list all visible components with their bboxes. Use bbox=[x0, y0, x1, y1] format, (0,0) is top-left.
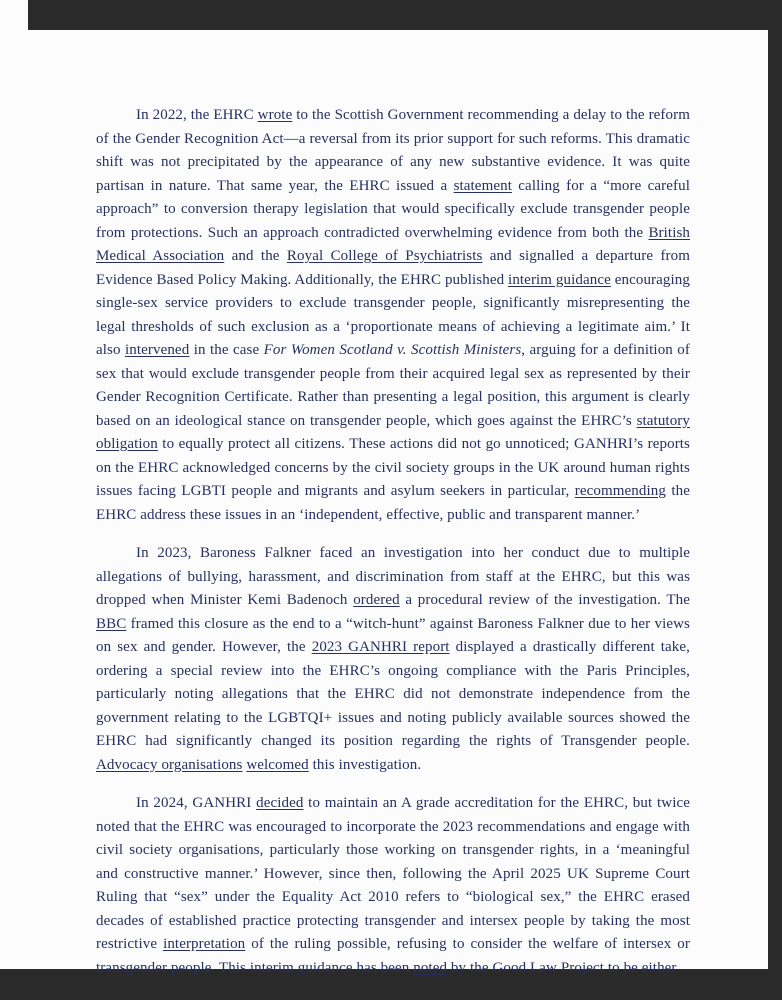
document-body bbox=[96, 104, 690, 980]
scan-corner-notch bbox=[0, 0, 28, 30]
hyperlink[interactable]: interim guidance bbox=[508, 271, 611, 288]
text-run: In 2023, Baroness Falkner faced an investigation into her conduct due to multiple allegations of bullying, harassment, and discrimination from staff at the EHRC, but this was dropped when Minister Kemi Badenoch bbox=[96, 545, 690, 608]
text-run: the EHRC address these issues in an ‘independent, effective, public and transparent manner.’ bbox=[96, 483, 690, 523]
text-run: of the ruling possible, refusing to consider the welfare of intersex or transgender people. This interim guidance has been bbox=[96, 936, 691, 976]
text-run: to maintain an A grade accreditation for the EHRC, but twice noted that the EHRC was encouraged to incorporate the 2023 recommendations and engage with civil society organisations, particularly those working on transgender rights, in a ‘meaningful and constructive manner.’ However, since then, following the April 2025 UK Supreme Court Ruling that “sex” under the Equality Act 2010 refers to “biological sex,” the EHRC erased decades of established practice protecting transgender and intersex people by taking the most restrictive bbox=[96, 795, 690, 952]
hyperlink[interactable]: welcomed bbox=[246, 756, 309, 773]
hyperlink[interactable]: recommending bbox=[574, 483, 666, 499]
hyperlink[interactable]: statement bbox=[453, 177, 512, 194]
hyperlink[interactable]: British Medical Association bbox=[96, 224, 690, 264]
paragraph bbox=[96, 104, 690, 527]
text-run: In 2024, GANHRI bbox=[136, 795, 257, 811]
text-run: and the bbox=[224, 248, 287, 264]
text-run: and signalled a departure from Evidence Based Policy Making. Additionally, the EHRC published bbox=[96, 248, 691, 288]
paragraph bbox=[96, 792, 690, 980]
text-run: In 2022, the EHRC bbox=[136, 107, 258, 123]
hyperlink[interactable]: statutory obligation bbox=[96, 412, 690, 452]
hyperlink[interactable]: noted bbox=[413, 959, 448, 976]
text-run: this investigation. bbox=[308, 756, 422, 773]
hyperlink[interactable]: interpretation bbox=[163, 936, 246, 952]
case-citation: For Women Scotland v. Scottish Ministers bbox=[263, 342, 522, 358]
text-run: in the case bbox=[189, 342, 264, 358]
hyperlink[interactable]: wrote bbox=[257, 107, 293, 123]
text-run: to the Scottish Government recommending a delay to the reform of the Gender Recognition Act—a reversal from its prior support for such reforms. This dramatic shift was not precipitated by the appearance of any new substantive evidence. It was quite partisan in nature. That same year, the EHRC issued a bbox=[96, 107, 690, 194]
text-run: by the Good Law Project to be either bbox=[447, 959, 677, 976]
document-page bbox=[0, 30, 768, 976]
hyperlink[interactable]: Royal College of Psychiatrists bbox=[286, 248, 483, 264]
hyperlink[interactable]: 2023 GANHRI report bbox=[311, 639, 450, 655]
text-run: a procedural review of the investigation. The bbox=[399, 592, 690, 608]
text-run: displayed a drastically different take, ordering a special review into the EHRC’s ongoing compliance with the Paris Principles, particularly noting allegations that the EHRC did not demonstrate independence from the government relating to the LGBTQI+ issues and noting publicly available sources showed the EHRC had significantly changed its position regarding the rights of Transgender people. bbox=[96, 639, 691, 749]
hyperlink[interactable]: decided bbox=[256, 795, 304, 811]
text-run: calling for a “more careful approach” to conversion therapy legislation that would specifically exclude transgender people from protections. Such an approach contradicted overwhelming evidence from both the bbox=[96, 177, 690, 241]
hyperlink[interactable]: BBC bbox=[96, 615, 127, 632]
hyperlink[interactable]: intervened bbox=[124, 342, 190, 358]
hyperlink[interactable]: ordered bbox=[353, 592, 400, 608]
text-run: encouraging single-sex service providers to exclude transgender people, significantly misrepresenting the legal thresholds of such exclusion as a ‘proportionate means of achieving a legitimate aim.’ It also bbox=[96, 271, 690, 358]
text-run: framed this closure as the end to a “witch-hunt” against Baroness Falkner due to her views on sex and gender. However, the bbox=[96, 615, 690, 655]
hyperlink[interactable]: Advocacy organisations bbox=[96, 756, 243, 773]
paragraph bbox=[96, 542, 690, 777]
text-run: to equally protect all citizens. These actions did not go unnoticed; GANHRI’s reports on the EHRC acknowledged concerns by the civil society groups in the UK around human rights issues facing LGBTI people and migrants and asylum seekers in particular, bbox=[96, 436, 690, 499]
text-run: , arguing for a definition of sex that would exclude transgender people from their acquired legal sex as represented by their Gender Recognition Certificate. Rather than presenting a legal position, this argument is clearly based on an ideological stance on transgender people, which goes against the EHRC’s bbox=[96, 342, 691, 429]
